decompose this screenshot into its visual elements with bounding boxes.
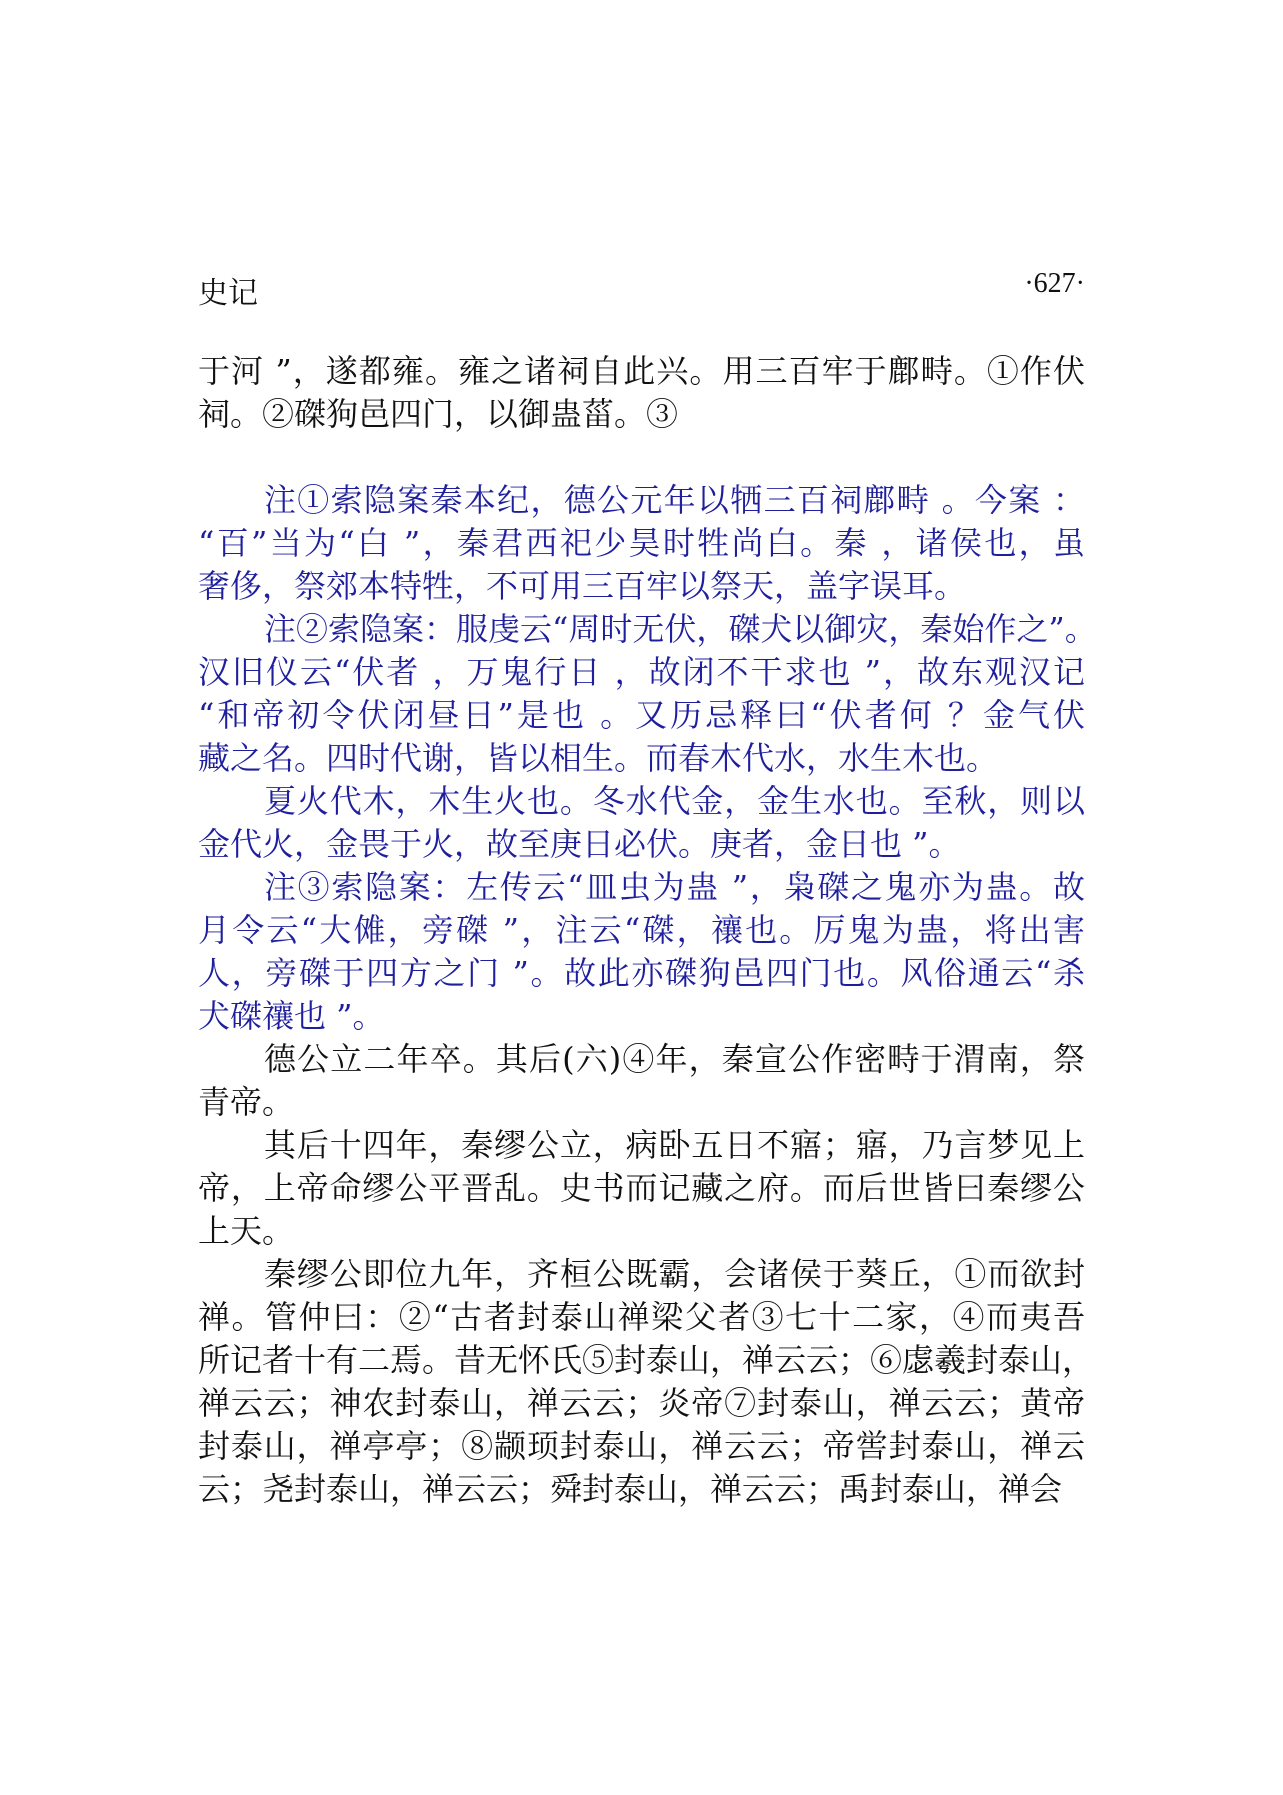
- text-line: 藏之名。四时代谢，皆以相生。而春木代水，水生木也。: [198, 739, 999, 777]
- annotation-paragraph: [198, 866, 1085, 1038]
- text-line: 汉旧仪云“伏者 ，万鬼行日 ，故闭不干求也 ”，故东观汉记: [198, 653, 1085, 691]
- body-text: [198, 350, 1097, 1511]
- text-paragraph: [198, 1038, 1085, 1124]
- text-line: 月令云“大傩，旁磔 ”，注云“磔，禳也。厉鬼为蛊，将出害: [198, 911, 1085, 949]
- text-line: 犬磔禳也 ”。: [198, 997, 385, 1035]
- text-paragraph: [198, 1124, 1085, 1253]
- text-line: [198, 436, 1085, 479]
- text-line: 注①索隐案秦本纪，德公元年以牺三百祠鄜畤 。今案 ：: [264, 481, 1085, 519]
- text-line: 于河 ”，遂都雍。雍之诸祠自此兴。用三百牢于鄜畤。①作伏: [198, 352, 1085, 390]
- text-line: 上天。: [198, 1212, 295, 1250]
- annotation-paragraph: [198, 479, 1085, 608]
- text-line: 人，旁磔于四方之门 ”。故此亦磔狗邑四门也。风俗通云“杀: [198, 954, 1085, 992]
- text-line: “百”当为“白 ”，秦君西祀少昊时牲尚白。秦 ，诸侯也，虽: [198, 524, 1085, 562]
- text-line: “和帝初令伏闭昼日”是也 。又历忌释曰“伏者何 ？金气伏: [198, 696, 1085, 734]
- text-line: 所记者十有二焉。昔无怀氏⑤封泰山，禅云云；⑥虙羲封泰山，: [198, 1341, 1095, 1379]
- text-line: 帝，上帝命缪公平晋乱。史书而记藏之府。而后世皆曰秦缪公: [198, 1169, 1085, 1207]
- text-line: 禅云云；神农封泰山，禅云云；炎帝⑦封泰山，禅云云；黄帝: [198, 1384, 1085, 1422]
- text-line: 云；尧封泰山，禅云云；舜封泰山，禅云云；禹封泰山，禅会: [198, 1470, 1063, 1508]
- text-paragraph: [198, 1253, 1095, 1511]
- running-header-title: 史记: [198, 276, 258, 311]
- text-line: 金代火，金畏于火，故至庚日必伏。庚者，金日也 ”。: [198, 825, 961, 863]
- text-line: 祠。②磔狗邑四门，以御蛊菑。③: [198, 395, 679, 433]
- text-line: 其后十四年，秦缪公立，病卧五日不寤；寤，乃言梦见上: [264, 1126, 1085, 1164]
- text-paragraph: [198, 350, 1085, 436]
- text-line: 德公立二年卒。其后(六)④年，秦宣公作密畤于渭南，祭: [264, 1040, 1085, 1078]
- annotation-paragraph: [198, 780, 1085, 866]
- text-line: 奢侈，祭郊本特牲，不可用三百牢以祭天，盖字误耳。: [198, 567, 967, 605]
- text-line: 禅。管仲曰：②“古者封泰山禅梁父者③七十二家，④而夷吾: [198, 1298, 1085, 1336]
- text-line: 注③索隐案：左传云“皿虫为蛊 ”，枭磔之鬼亦为蛊。故: [264, 868, 1085, 906]
- text-line: 封泰山，禅亭亭；⑧颛顼封泰山，禅云云；帝喾封泰山，禅云: [198, 1427, 1085, 1465]
- text-line: 青帝。: [198, 1083, 295, 1121]
- text-line: 注②索隐案：服虔云“周时无伏，磔犬以御灾，秦始作之”。: [264, 610, 1097, 648]
- page-number: ·627·: [1024, 268, 1085, 299]
- text-line: 夏火代木，木生火也。冬水代金，金生水也。至秋，则以: [264, 782, 1085, 820]
- annotation-paragraph: [198, 608, 1097, 780]
- text-line: 秦缪公即位九年，齐桓公既霸，会诸侯于葵丘，①而欲封: [264, 1255, 1085, 1293]
- blank-line: [198, 436, 1085, 479]
